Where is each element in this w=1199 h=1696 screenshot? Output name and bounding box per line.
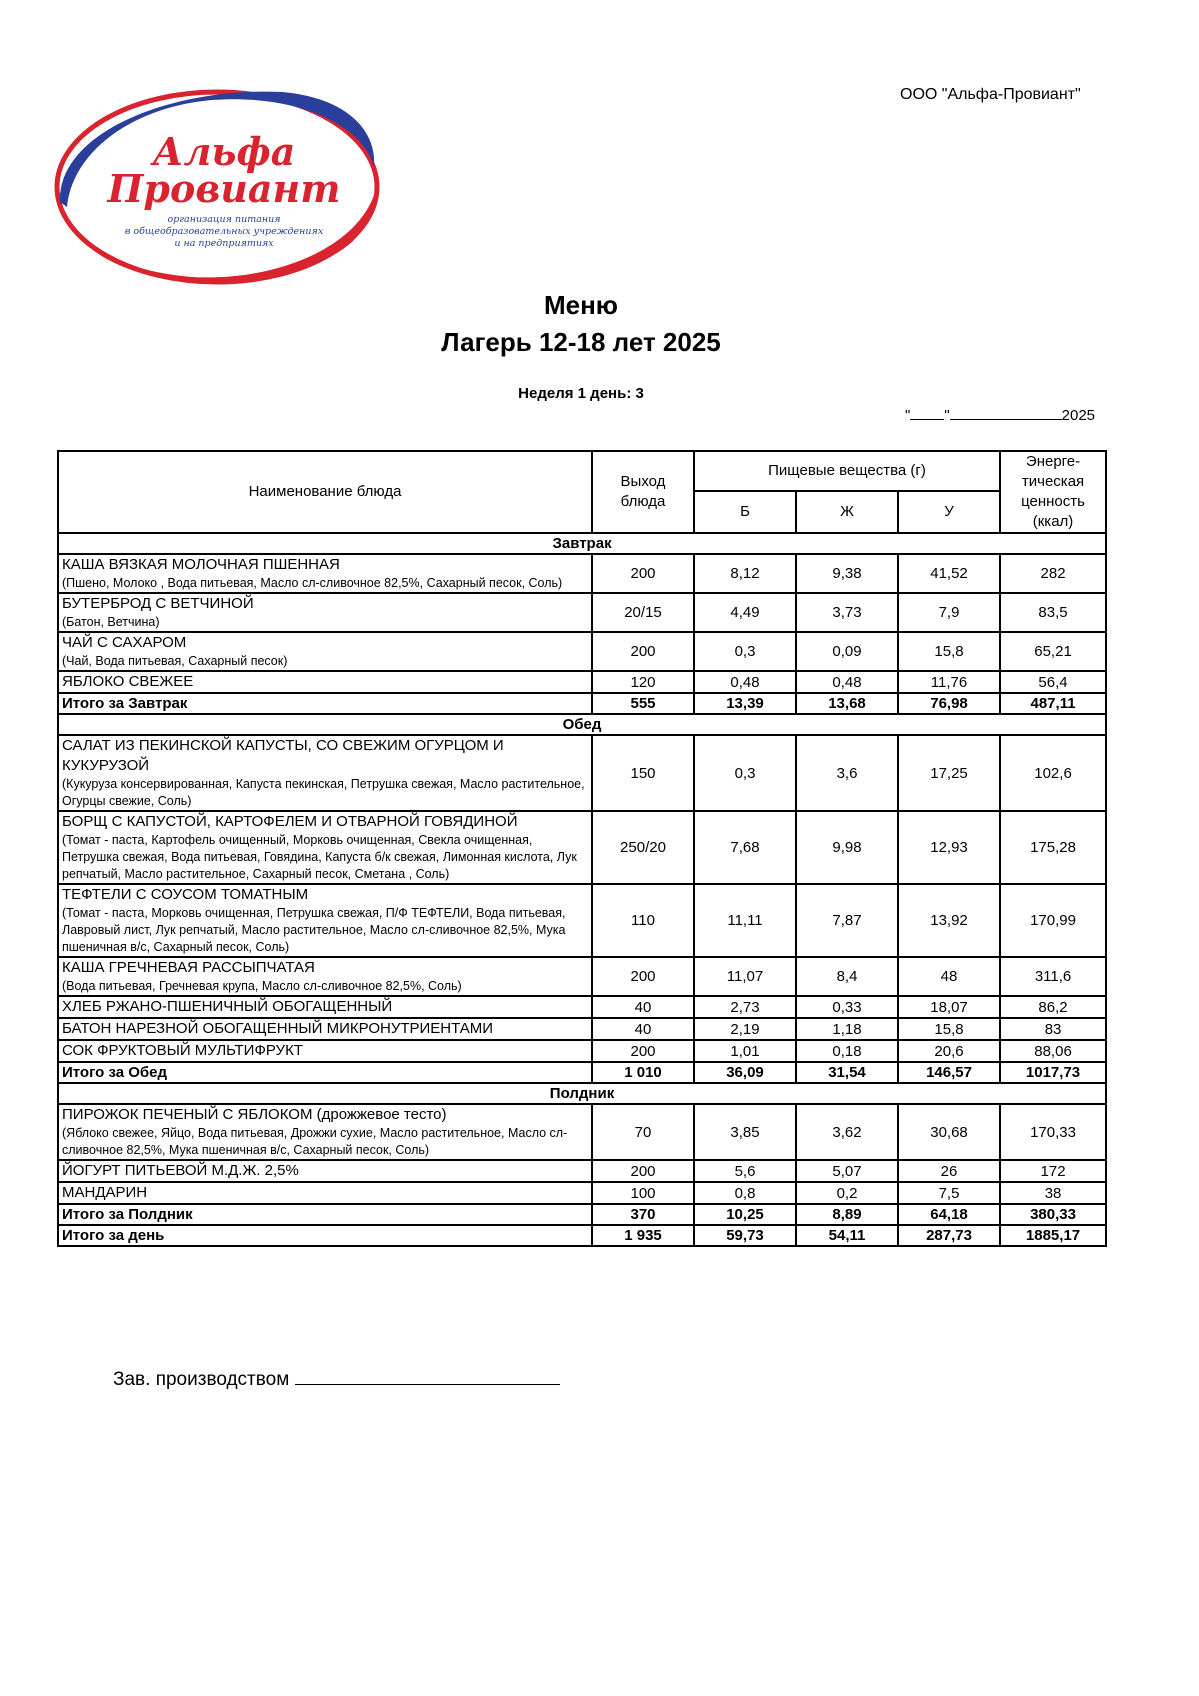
total-fat: 31,54 bbox=[796, 1062, 898, 1083]
dish-row bbox=[58, 735, 1106, 811]
menu-table-body bbox=[58, 533, 1106, 1246]
date-line bbox=[905, 406, 1095, 424]
date-year: 2025 bbox=[1061, 407, 1096, 424]
dish-energy: 56,4 bbox=[1000, 671, 1106, 693]
section-title: Обед bbox=[58, 714, 1106, 735]
dish-cell bbox=[58, 632, 592, 671]
dish-name: БУТЕРБРОД С ВЕТЧИНОЙ bbox=[62, 595, 254, 612]
dish-output: 250/20 bbox=[592, 811, 694, 884]
menu-table bbox=[57, 450, 1107, 1247]
date-month-blank bbox=[950, 406, 1062, 420]
dish-composition: (Вода питьевая, Гречневая крупа, Масло сл-сливочное 82,5%, Соль) bbox=[62, 979, 462, 993]
dish-output: 110 bbox=[592, 884, 694, 957]
dish-output: 40 bbox=[592, 996, 694, 1018]
dish-name: ЧАЙ С САХАРОМ bbox=[62, 634, 187, 651]
dish-protein: 3,85 bbox=[694, 1104, 796, 1160]
logo-tagline-3: и на предприятиях bbox=[174, 238, 274, 249]
dish-row bbox=[58, 811, 1106, 884]
header-carbs: У bbox=[898, 491, 1000, 533]
dish-protein: 5,6 bbox=[694, 1160, 796, 1182]
header-energy-line2: тическая bbox=[1021, 473, 1085, 490]
total-energy: 380,33 bbox=[1000, 1204, 1106, 1225]
dish-composition: (Пшено, Молоко , Вода питьевая, Масло сл-сливочное 82,5%, Сахарный песок, Соль) bbox=[62, 576, 563, 590]
dish-carbs: 20,6 bbox=[898, 1040, 1000, 1062]
dish-cell bbox=[58, 554, 592, 593]
total-energy: 487,11 bbox=[1000, 693, 1106, 714]
dish-composition: (Томат - паста, Морковь очищенная, Петрушка свежая, П/Ф ТЕФТЕЛИ, Вода питьевая, Лавровый лист, Лук репчатый, Масло растительное, Масло сл-сливочное 82,5%, Мука пшеничная в/с, Сахарный песок, Соль) bbox=[62, 906, 566, 954]
dish-cell bbox=[58, 671, 592, 693]
signature-line bbox=[295, 1366, 560, 1385]
header-energy bbox=[1000, 451, 1106, 533]
dish-row bbox=[58, 1182, 1106, 1204]
dish-protein: 0,3 bbox=[694, 632, 796, 671]
dish-energy: 282 bbox=[1000, 554, 1106, 593]
dish-fat: 1,18 bbox=[796, 1018, 898, 1040]
dish-fat: 9,98 bbox=[796, 811, 898, 884]
dish-fat: 3,6 bbox=[796, 735, 898, 811]
dish-name: СОК ФРУКТОВЫЙ МУЛЬТИФРУКТ bbox=[62, 1042, 303, 1059]
logo-graphic bbox=[52, 82, 392, 302]
dish-row bbox=[58, 1018, 1106, 1040]
total-label: Итого за день bbox=[58, 1225, 592, 1246]
dish-carbs: 48 bbox=[898, 957, 1000, 996]
header-fat: Ж bbox=[796, 491, 898, 533]
header-energy-line3: ценность bbox=[1021, 493, 1085, 510]
dish-energy: 311,6 bbox=[1000, 957, 1106, 996]
dish-output: 100 bbox=[592, 1182, 694, 1204]
dish-carbs: 30,68 bbox=[898, 1104, 1000, 1160]
dish-protein: 4,49 bbox=[694, 593, 796, 632]
dish-protein: 1,01 bbox=[694, 1040, 796, 1062]
dish-protein: 0,8 bbox=[694, 1182, 796, 1204]
dish-carbs: 13,92 bbox=[898, 884, 1000, 957]
dish-cell bbox=[58, 593, 592, 632]
dish-output: 40 bbox=[592, 1018, 694, 1040]
total-label: Итого за Полдник bbox=[58, 1204, 592, 1225]
dish-output: 20/15 bbox=[592, 593, 694, 632]
total-fat: 8,89 bbox=[796, 1204, 898, 1225]
dish-name: ХЛЕБ РЖАНО-ПШЕНИЧНЫЙ ОБОГАЩЕННЫЙ bbox=[62, 998, 393, 1015]
dish-carbs: 7,9 bbox=[898, 593, 1000, 632]
header-output bbox=[592, 451, 694, 533]
dish-row bbox=[58, 957, 1106, 996]
total-fat: 13,68 bbox=[796, 693, 898, 714]
dish-protein: 11,07 bbox=[694, 957, 796, 996]
dish-fat: 0,18 bbox=[796, 1040, 898, 1062]
dish-output: 200 bbox=[592, 1160, 694, 1182]
dish-name: ЯБЛОКО СВЕЖЕЕ bbox=[62, 673, 194, 690]
week-label: Неделя 1 день: 3 bbox=[518, 385, 644, 402]
dish-energy: 38 bbox=[1000, 1182, 1106, 1204]
dish-carbs: 17,25 bbox=[898, 735, 1000, 811]
section-header-lunch bbox=[58, 714, 1106, 735]
dish-energy: 175,28 bbox=[1000, 811, 1106, 884]
dish-energy: 170,33 bbox=[1000, 1104, 1106, 1160]
dish-row bbox=[58, 1160, 1106, 1182]
dish-energy: 172 bbox=[1000, 1160, 1106, 1182]
dish-row bbox=[58, 671, 1106, 693]
dish-output: 70 bbox=[592, 1104, 694, 1160]
dish-carbs: 18,07 bbox=[898, 996, 1000, 1018]
page-title: Меню bbox=[543, 290, 619, 320]
dish-fat: 0,09 bbox=[796, 632, 898, 671]
dish-fat: 0,2 bbox=[796, 1182, 898, 1204]
page-subtitle: Лагерь 12-18 лет 2025 bbox=[441, 327, 721, 357]
dish-name: САЛАТ ИЗ ПЕКИНСКОЙ КАПУСТЫ, СО СВЕЖИМ ОГУРЦОМ И КУКУРУЗОЙ bbox=[62, 737, 504, 774]
total-fat: 54,11 bbox=[796, 1225, 898, 1246]
dish-output: 200 bbox=[592, 554, 694, 593]
dish-output: 150 bbox=[592, 735, 694, 811]
dish-fat: 8,4 bbox=[796, 957, 898, 996]
dish-cell bbox=[58, 811, 592, 884]
dish-carbs: 11,76 bbox=[898, 671, 1000, 693]
dish-cell bbox=[58, 884, 592, 957]
dish-cell bbox=[58, 996, 592, 1018]
dish-carbs: 26 bbox=[898, 1160, 1000, 1182]
dish-row bbox=[58, 1040, 1106, 1062]
header-energy-line1: Энерге- bbox=[1025, 453, 1081, 470]
dish-energy: 170,99 bbox=[1000, 884, 1106, 957]
dish-row bbox=[58, 884, 1106, 957]
dish-name: КАША ГРЕЧНЕВАЯ РАССЫПЧАТАЯ bbox=[62, 959, 315, 976]
total-label: Итого за Обед bbox=[58, 1062, 592, 1083]
dish-energy: 83 bbox=[1000, 1018, 1106, 1040]
total-label: Итого за Завтрак bbox=[58, 693, 592, 714]
date-quote-open: " bbox=[905, 407, 911, 424]
dish-fat: 9,38 bbox=[796, 554, 898, 593]
dish-energy: 86,2 bbox=[1000, 996, 1106, 1018]
dish-name: ЙОГУРТ ПИТЬЕВОЙ М.Д.Ж. 2,5% bbox=[62, 1162, 299, 1179]
dish-row bbox=[58, 632, 1106, 671]
total-protein: 59,73 bbox=[694, 1225, 796, 1246]
dish-cell bbox=[58, 1104, 592, 1160]
total-output: 370 bbox=[592, 1204, 694, 1225]
header-output-line2: блюда bbox=[620, 493, 666, 510]
company-logo bbox=[52, 82, 392, 302]
total-row-snack bbox=[58, 1204, 1106, 1225]
dish-cell bbox=[58, 1018, 592, 1040]
dish-output: 200 bbox=[592, 632, 694, 671]
dish-output: 120 bbox=[592, 671, 694, 693]
total-output: 555 bbox=[592, 693, 694, 714]
dish-energy: 102,6 bbox=[1000, 735, 1106, 811]
dish-fat: 3,73 bbox=[796, 593, 898, 632]
dish-name: ТЕФТЕЛИ С СОУСОМ ТОМАТНЫМ bbox=[62, 886, 309, 903]
header-protein: Б bbox=[694, 491, 796, 533]
total-carbs: 287,73 bbox=[898, 1225, 1000, 1246]
dish-cell bbox=[58, 957, 592, 996]
total-protein: 36,09 bbox=[694, 1062, 796, 1083]
total-output: 1 010 bbox=[592, 1062, 694, 1083]
dish-composition: (Чай, Вода питьевая, Сахарный песок) bbox=[62, 654, 288, 668]
section-title: Полдник bbox=[58, 1083, 1106, 1104]
dish-energy: 65,21 bbox=[1000, 632, 1106, 671]
total-output: 1 935 bbox=[592, 1225, 694, 1246]
dish-cell bbox=[58, 735, 592, 811]
dish-name: МАНДАРИН bbox=[62, 1184, 148, 1201]
dish-row bbox=[58, 593, 1106, 632]
logo-line1: Альфа bbox=[152, 129, 296, 174]
total-carbs: 64,18 bbox=[898, 1204, 1000, 1225]
dish-protein: 2,73 bbox=[694, 996, 796, 1018]
dish-cell bbox=[58, 1182, 592, 1204]
dish-energy: 83,5 bbox=[1000, 593, 1106, 632]
total-protein: 13,39 bbox=[694, 693, 796, 714]
dish-name: КАША ВЯЗКАЯ МОЛОЧНАЯ ПШЕННАЯ bbox=[62, 556, 340, 573]
dish-fat: 3,62 bbox=[796, 1104, 898, 1160]
menu-table-header bbox=[58, 451, 1106, 533]
dish-carbs: 7,5 bbox=[898, 1182, 1000, 1204]
dish-protein: 11,11 bbox=[694, 884, 796, 957]
dish-composition: (Яблоко свежее, Яйцо, Вода питьевая, Дрожжи сухие, Масло растительное, Масло сл-сливочное 82,5%, Мука пшеничная в/с, Сахарный песок, Соль) bbox=[62, 1126, 568, 1157]
dish-fat: 0,33 bbox=[796, 996, 898, 1018]
dish-carbs: 15,8 bbox=[898, 1018, 1000, 1040]
logo-tagline-1: организация питания bbox=[167, 214, 281, 225]
header-nutrients: Пищевые вещества (г) bbox=[694, 451, 1000, 491]
dish-protein: 0,48 bbox=[694, 671, 796, 693]
dish-output: 200 bbox=[592, 957, 694, 996]
dish-fat: 5,07 bbox=[796, 1160, 898, 1182]
total-carbs: 146,57 bbox=[898, 1062, 1000, 1083]
dish-composition: (Кукуруза консервированная, Капуста пекинская, Петрушка свежая, Масло растительное, Огурцы свежие, Соль) bbox=[62, 777, 585, 808]
dish-name: БАТОН НАРЕЗНОЙ ОБОГАЩЕННЫЙ МИКРОНУТРИЕНТАМИ bbox=[62, 1020, 494, 1037]
dish-row bbox=[58, 996, 1106, 1018]
total-energy: 1017,73 bbox=[1000, 1062, 1106, 1083]
date-day-blank bbox=[910, 406, 944, 420]
header-output-line1: Выход bbox=[620, 473, 666, 490]
total-row-breakfast bbox=[58, 693, 1106, 714]
dish-fat: 7,87 bbox=[796, 884, 898, 957]
dish-row bbox=[58, 1104, 1106, 1160]
dish-fat: 0,48 bbox=[796, 671, 898, 693]
total-row-lunch bbox=[58, 1062, 1106, 1083]
dish-energy: 88,06 bbox=[1000, 1040, 1106, 1062]
dish-carbs: 41,52 bbox=[898, 554, 1000, 593]
company-name: ООО "Альфа-Провиант" bbox=[900, 86, 1081, 103]
header-dish-name: Наименование блюда bbox=[58, 451, 592, 533]
header-energy-line4: (ккал) bbox=[1032, 513, 1074, 530]
dish-composition: (Томат - паста, Картофель очищенный, Морковь очищенная, Свекла очищенная, Петрушка свежая, Вода питьевая, Говядина, Капуста б/к свежая, Лимонная кислота, Лук репчатый, Масло растительное, Сахарный песок, Сметана , Соль) bbox=[62, 833, 577, 881]
dish-cell bbox=[58, 1160, 592, 1182]
total-row-day bbox=[58, 1225, 1106, 1246]
dish-protein: 8,12 bbox=[694, 554, 796, 593]
dish-row bbox=[58, 554, 1106, 593]
section-header-snack bbox=[58, 1083, 1106, 1104]
total-energy: 1885,17 bbox=[1000, 1225, 1106, 1246]
section-title: Завтрак bbox=[58, 533, 1106, 554]
dish-composition: (Батон, Ветчина) bbox=[62, 615, 160, 629]
date-quote-close: " bbox=[944, 407, 950, 424]
dish-protein: 0,3 bbox=[694, 735, 796, 811]
dish-output: 200 bbox=[592, 1040, 694, 1062]
dish-carbs: 15,8 bbox=[898, 632, 1000, 671]
dish-name: ПИРОЖОК ПЕЧЕНЫЙ С ЯБЛОКОМ (дрожжевое тесто) bbox=[62, 1106, 447, 1123]
total-protein: 10,25 bbox=[694, 1204, 796, 1225]
dish-carbs: 12,93 bbox=[898, 811, 1000, 884]
section-header-breakfast bbox=[58, 533, 1106, 554]
dish-cell bbox=[58, 1040, 592, 1062]
dish-name: БОРЩ С КАПУСТОЙ, КАРТОФЕЛЕМ И ОТВАРНОЙ ГОВЯДИНОЙ bbox=[62, 813, 518, 830]
logo-line2: Провиант bbox=[107, 166, 341, 211]
dish-protein: 7,68 bbox=[694, 811, 796, 884]
logo-tagline-2: в общеобразовательных учреждениях bbox=[124, 226, 324, 237]
signature-label: Зав. производством bbox=[113, 1369, 290, 1390]
signature-block bbox=[113, 1366, 560, 1391]
total-carbs: 76,98 bbox=[898, 693, 1000, 714]
dish-protein: 2,19 bbox=[694, 1018, 796, 1040]
